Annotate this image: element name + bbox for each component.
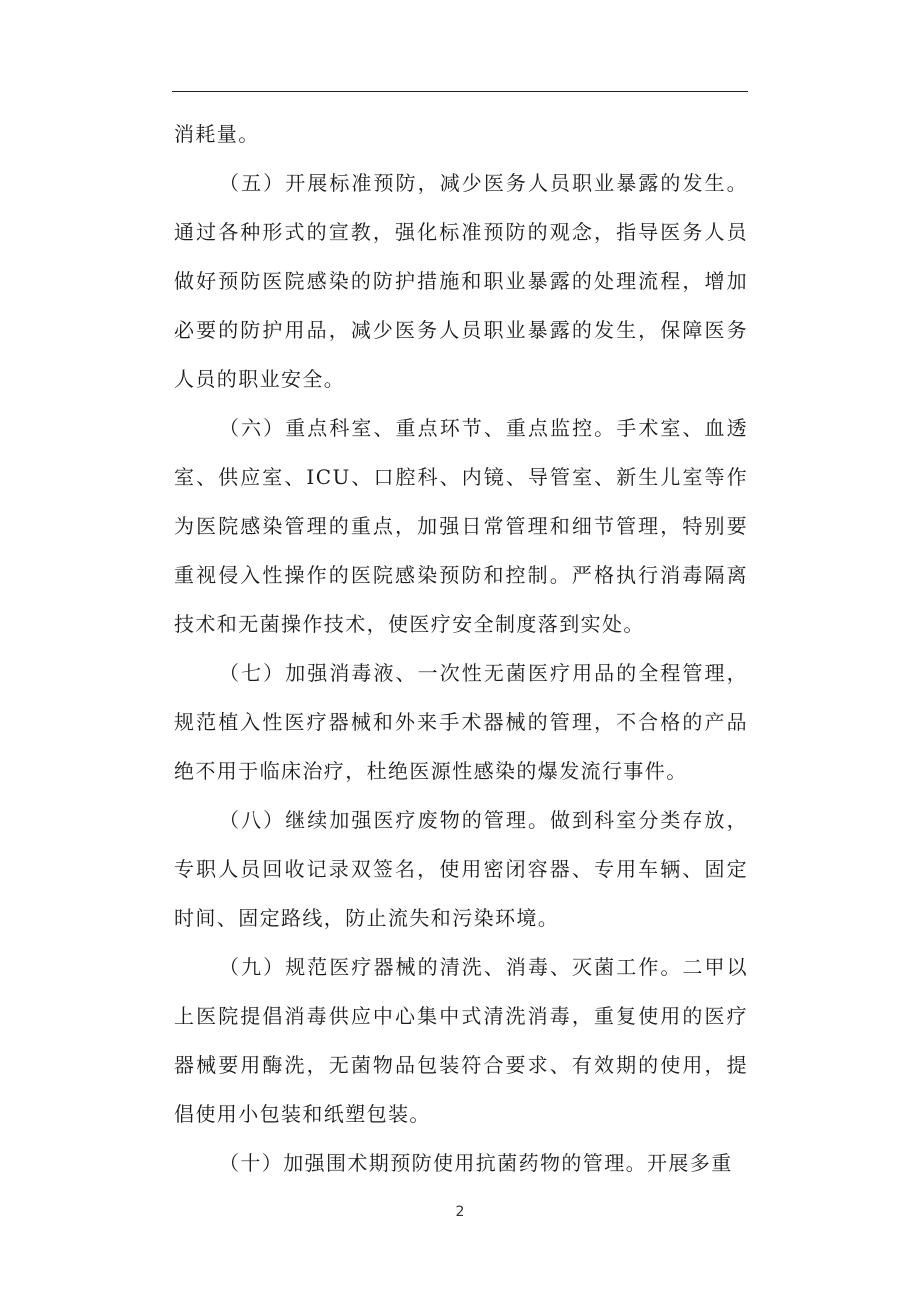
page-number: 2 — [455, 1204, 465, 1220]
paragraph-section-9: （九）规范医疗器械的清洗、消毒、灭菌工作。二甲以上医院提倡消毒供应中心集中式清洗消毒，重复使用的医疗器械要用酶洗，无菌物品包装符合要求、有效期的使用，提倡使用小包装和纸塑包装。 — [174, 955, 748, 1126]
paragraph-section-8: （八）继续加强医疗废物的管理。做到科室分类存放，专职人员回收记录双签名，使用密闭容器、专用车辆、固定时间、固定路线，防止流失和污染环境。 — [174, 808, 748, 930]
paragraph-continuation: 消耗量。 — [174, 122, 260, 146]
paragraph-section-5: （五）开展标准预防，减少医务人员职业暴露的发生。通过各种形式的宣教，强化标准预防的观念，指导医务人员做好预防医院感染的防护措施和职业暴露的处理流程，增加必要的防护用品，减少医务人员职业暴露的发生，保障医务人员的职业安全。 — [174, 171, 748, 391]
header-rule — [172, 91, 748, 92]
paragraph-section-7: （七）加强消毒液、一次性无菌医疗用品的全程管理，规范植入性医疗器械和外来手术器械的管理，不合格的产品绝不用于临床治疗，杜绝医源性感染的爆发流行事件。 — [174, 661, 748, 783]
paragraph-section-10: （十）加强围术期预防使用抗菌药物的管理。开展多重 — [219, 1151, 733, 1175]
document-body — [174, 110, 748, 1188]
paragraph-section-6: （六）重点科室、重点环节、重点监控。手术室、血透室、供应室、ICU、口腔科、内镜、导管室、新生儿室等作为医院感染管理的重点，加强日常管理和细节管理，特别要重视侵入性操作的医院感染预防和控制。严格执行消毒隔离技术和无菌操作技术，使医疗安全制度落到实处。 — [174, 416, 748, 636]
